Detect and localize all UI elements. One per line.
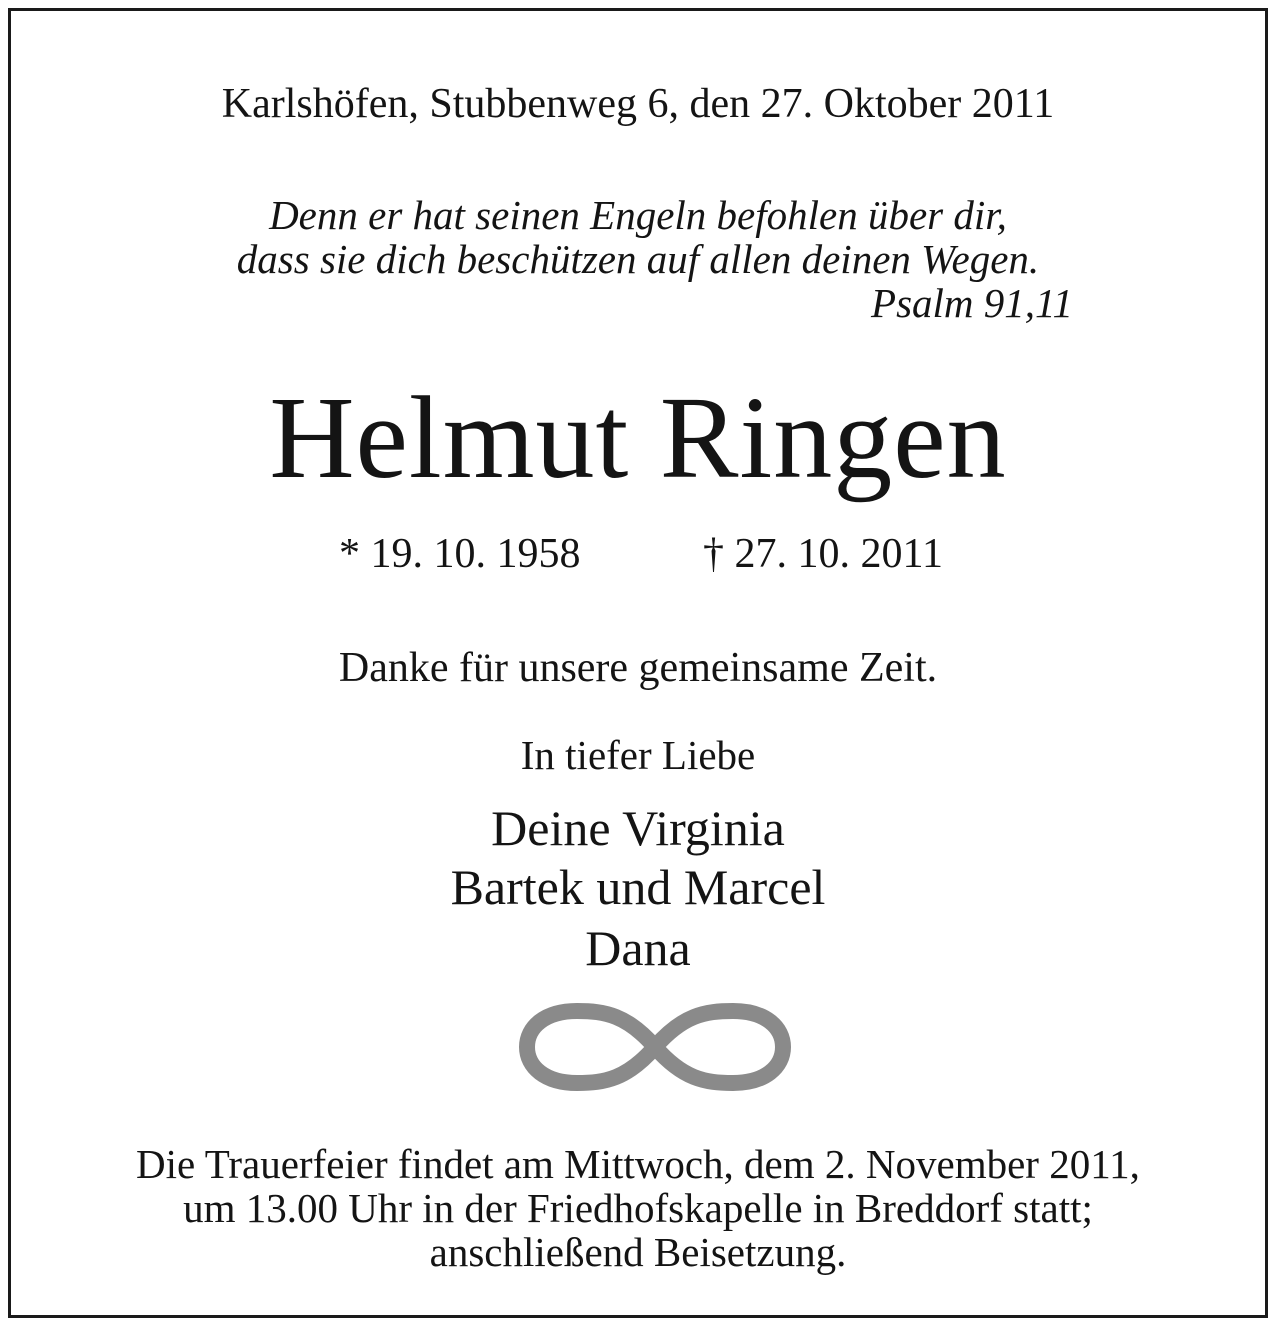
verse-line-1: Denn er hat seinen Engeln befohlen über dir, — [269, 192, 1007, 238]
verse-line-2: dass sie dich beschützen auf allen deinen Wegen. — [236, 236, 1040, 282]
closing-phrase: In tiefer Liebe — [520, 732, 756, 778]
obituary-frame — [8, 8, 1268, 1318]
deceased-name: Helmut Ringen — [269, 372, 1007, 503]
infinity-icon — [515, 1001, 795, 1093]
death-date: † 27. 10. 2011 — [703, 531, 943, 577]
birth-date: * 19. 10. 1958 — [339, 531, 581, 577]
signatory: Bartek und Marcel — [450, 859, 826, 915]
funeral-info-line-1: Die Trauerfeier findet am Mittwoch, dem 2. November 2011, — [136, 1141, 1140, 1187]
thanks-message: Danke für unsere gemeinsame Zeit. — [338, 645, 938, 691]
funeral-info-line-3: anschließend Beisetzung. — [429, 1229, 847, 1275]
verse-reference: Psalm 91,11 — [871, 280, 1073, 326]
place-date-header: Karlshöfen, Stubbenweg 6, den 27. Oktober 2011 — [221, 81, 1055, 127]
signatory: Deine Virginia — [491, 800, 785, 856]
funeral-info-line-2: um 13.00 Uhr in der Friedhofskapelle in Breddorf statt; — [183, 1185, 1093, 1231]
signatory: Dana — [585, 920, 691, 976]
